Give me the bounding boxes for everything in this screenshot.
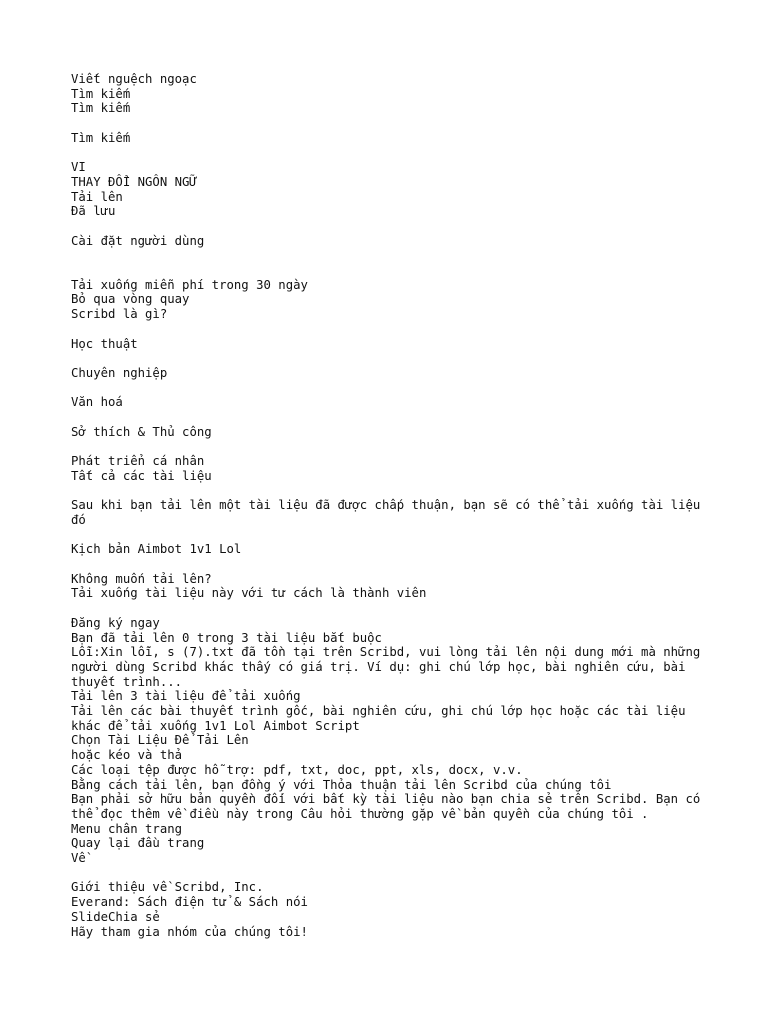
text-line: Tất cả các tài liệu — [71, 468, 212, 483]
blank-line — [71, 410, 711, 425]
text-line: Chọn Tài Liệu Để Tải Lên — [71, 733, 249, 748]
text-line: Cài đặt người dùng — [71, 233, 205, 248]
text-line: Các loại tệp được hỗ trợ: pdf, txt, doc, ppt, xls, docx, v.v. — [71, 762, 523, 777]
text-line: Lỗi:Xin lỗi, s (7).txt đã tồn tại trên Scribd, vui lòng tải lên nội dung mới mà những người dùng Scribd khác thấy có giá trị. Ví dụ: ghi chú lớp học, bài nghiên cứu, bài thuyết trình... — [71, 645, 708, 689]
text-line: Tìm kiếm — [71, 101, 131, 116]
text-line: Tìm kiếm — [71, 130, 131, 145]
text-line: SlideChia sẻ — [71, 909, 160, 924]
text-line: Viết nguệch ngoạc — [71, 72, 197, 86]
text-line: THAY ĐỔI NGÔN NGỮ — [71, 174, 197, 189]
blank-line — [71, 381, 711, 396]
text-line: Về — [71, 851, 86, 866]
text-line: hoặc kéo và thả — [71, 748, 183, 763]
blank-line — [71, 439, 711, 454]
text-line: Sở thích & Thủ công — [71, 424, 212, 439]
text-line: Tải lên các bài thuyết trình gốc, bài nghiên cứu, ghi chú lớp học hoặc các tài liệu khác để tải xuống 1v1 Lol Aimbot Script — [71, 704, 693, 733]
blank-line — [71, 601, 711, 616]
text-line: Không muốn tải lên? — [71, 571, 212, 586]
blank-line — [71, 116, 711, 131]
text-line: Đăng ký ngay — [71, 615, 160, 630]
text-line: Bạn phải sở hữu bản quyền đối với bất kỳ tài liệu nào bạn chia sẻ trên Scribd. Bạn có thể đọc thêm về điều này trong Câu hỏi thường gặp về bản quyền của chúng tôi . — [71, 792, 708, 821]
blank-line — [71, 528, 711, 543]
blank-line — [71, 866, 711, 881]
text-line: Bạn đã tải lên 0 trong 3 tài liệu bắt buộc — [71, 630, 382, 645]
text-line: Đã lưu — [71, 204, 116, 219]
blank-line — [71, 351, 711, 366]
blank-line — [71, 219, 711, 234]
text-line: Phát triển cá nhân — [71, 454, 205, 469]
text-line: Bỏ qua vòng quay — [71, 292, 190, 307]
blank-line — [71, 557, 711, 572]
text-line: Menu chân trang — [71, 821, 183, 836]
text-line: Everand: Sách điện tử & Sách nói — [71, 895, 308, 910]
text-line: Tải lên 3 tài liệu để tải xuống — [71, 689, 301, 704]
text-line: Bằng cách tải lên, bạn đồng ý với Thỏa thuận tải lên Scribd của chúng tôi — [71, 777, 612, 792]
text-line: Sau khi bạn tải lên một tài liệu đã được chấp thuận, bạn sẽ có thể tải xuống tài liệu đó — [71, 498, 708, 527]
text-line: Văn hoá — [71, 395, 123, 410]
blank-line — [71, 248, 711, 263]
text-line: Chuyên nghiệp — [71, 365, 168, 380]
text-line: Kịch bản Aimbot 1v1 Lol — [71, 542, 242, 557]
document-body — [71, 72, 711, 939]
text-line: Tải xuống miễn phí trong 30 ngày — [71, 277, 308, 292]
text-line: Tìm kiếm — [71, 86, 131, 101]
text-line: Giới thiệu về Scribd, Inc. — [71, 880, 264, 895]
text-line: Scribd là gì? — [71, 307, 168, 322]
text-line: Hãy tham gia nhóm của chúng tôi! — [71, 924, 308, 939]
blank-line — [71, 263, 711, 278]
text-line: Quay lại đầu trang — [71, 836, 205, 851]
text-line: Học thuật — [71, 336, 138, 351]
blank-line — [71, 146, 711, 161]
text-line: VI — [71, 160, 86, 175]
text-line: Tải lên — [71, 189, 123, 204]
blank-line — [71, 484, 711, 499]
text-line: Tải xuống tài liệu này với tư cách là thành viên — [71, 586, 427, 601]
blank-line — [71, 322, 711, 337]
